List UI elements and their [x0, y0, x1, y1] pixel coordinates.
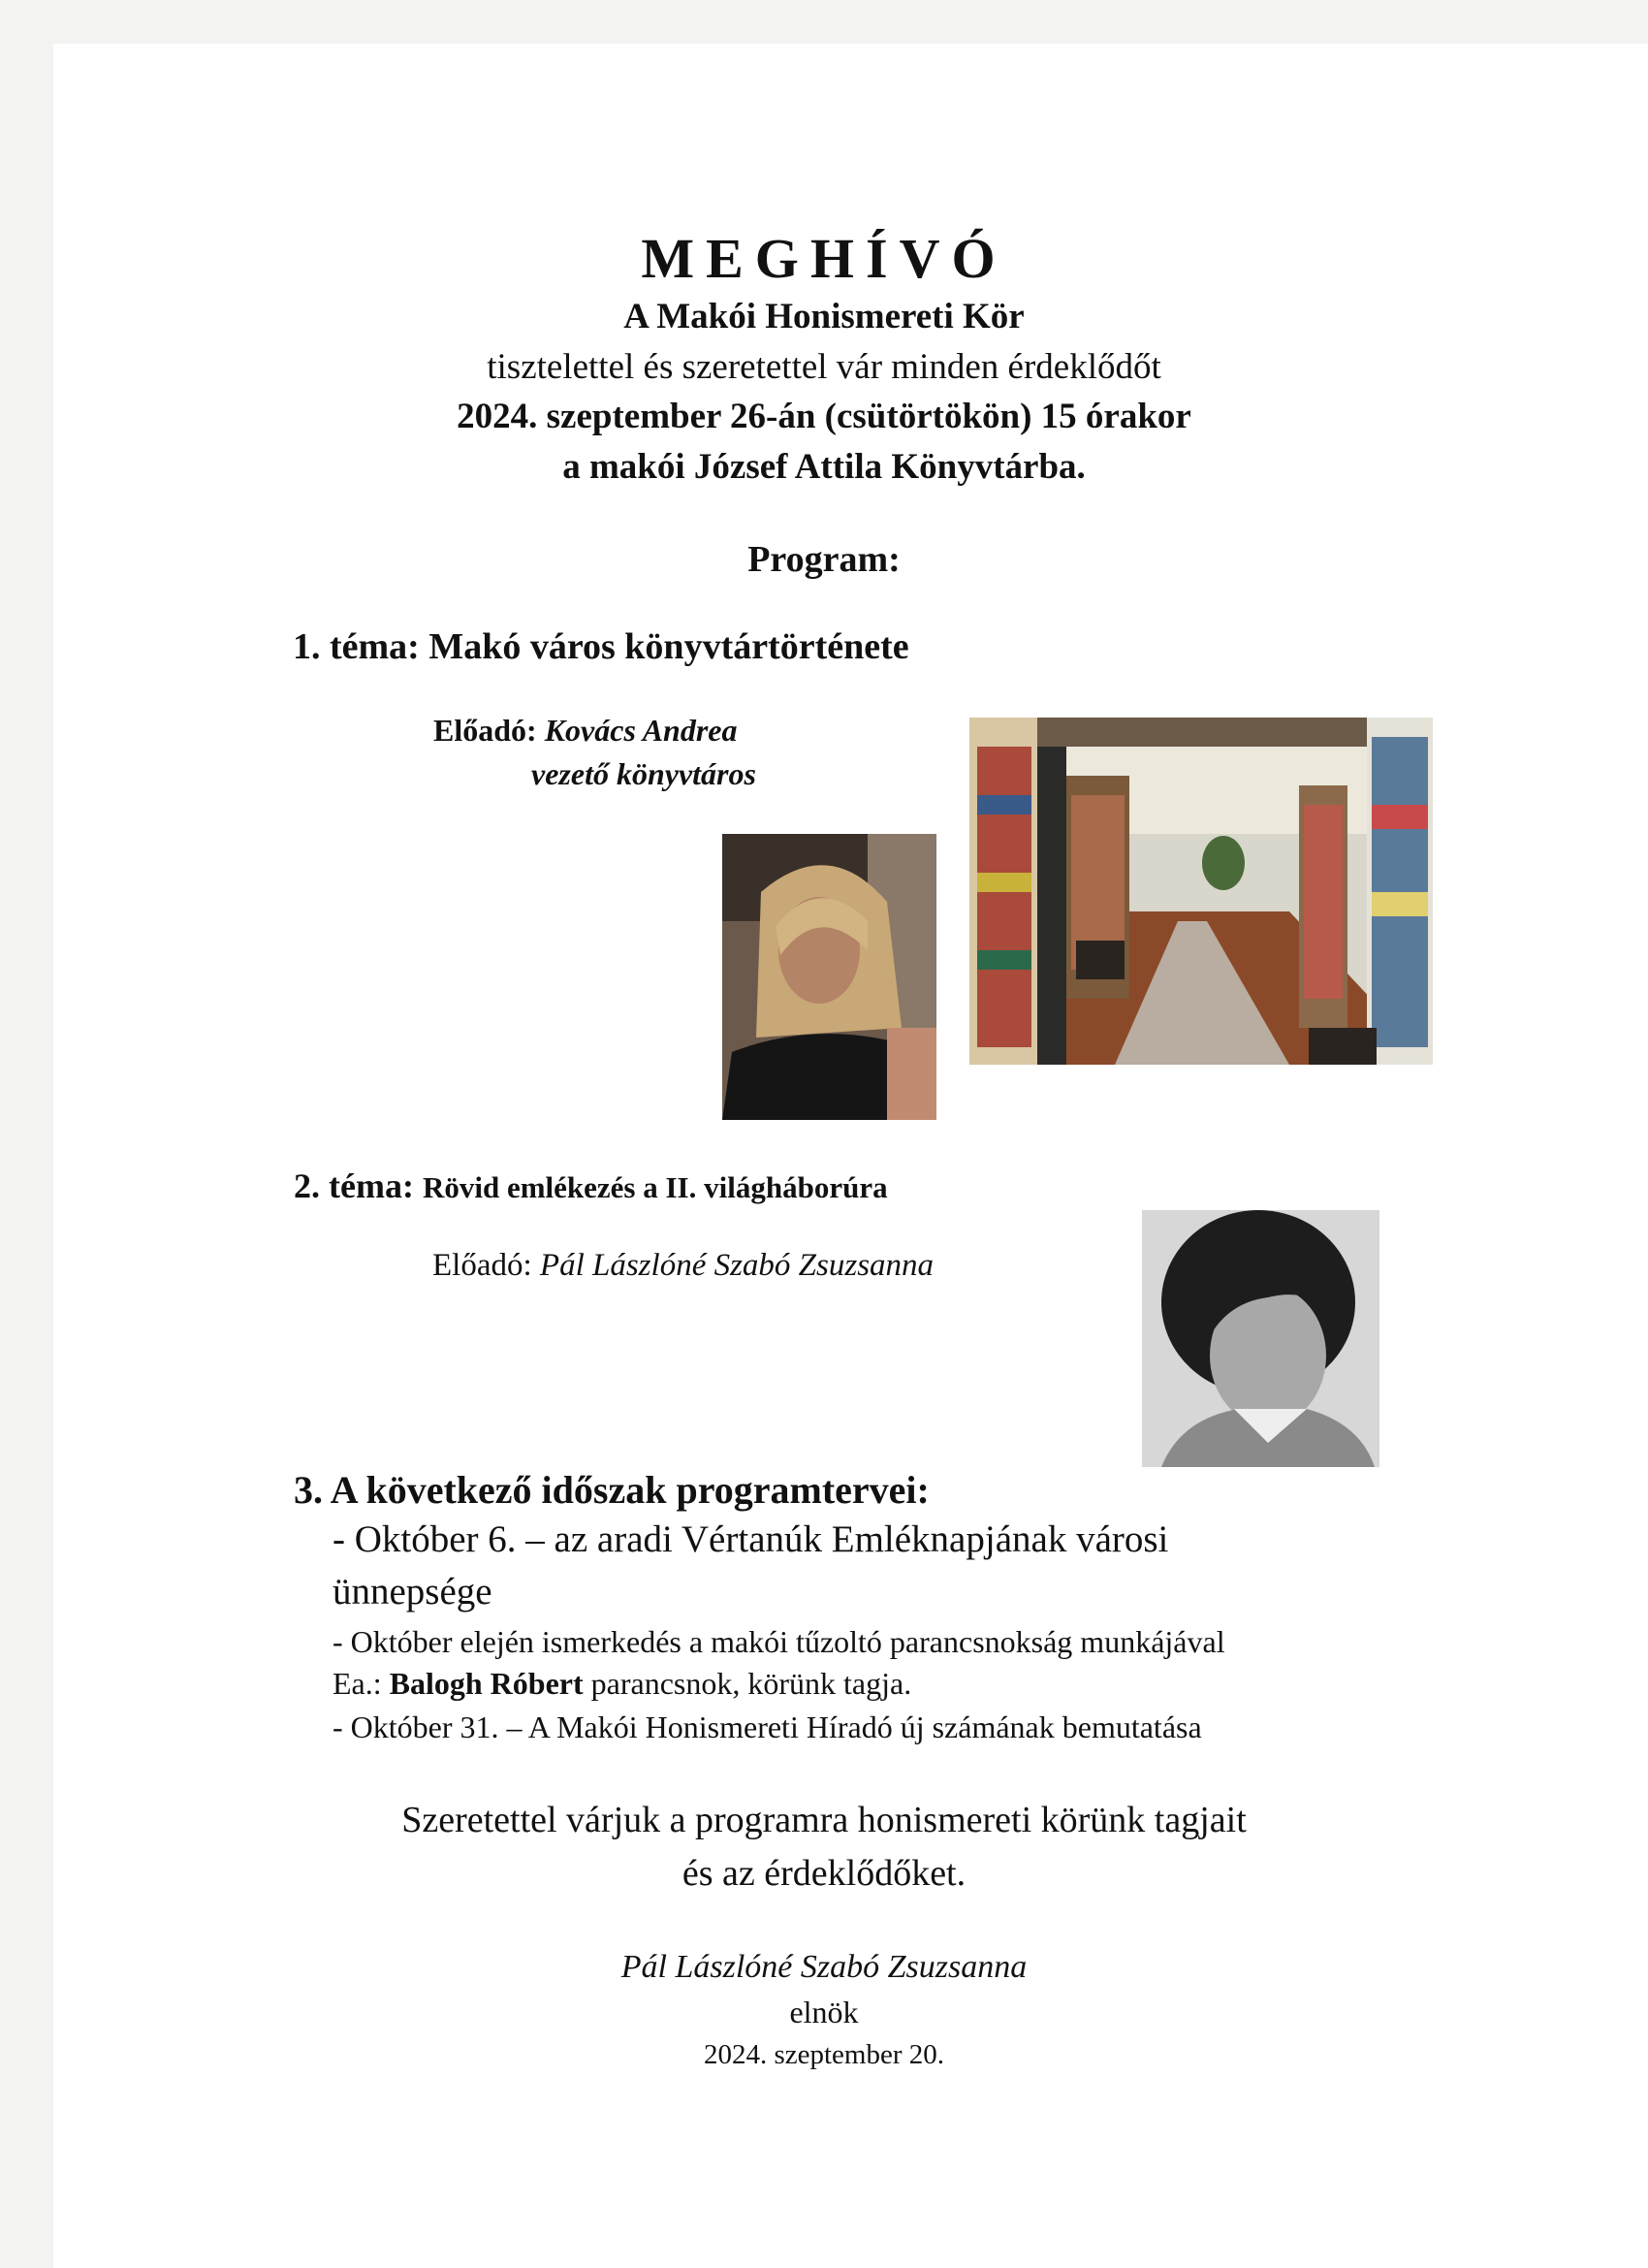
speaker-label: Előadó:	[432, 1248, 540, 1283]
topic1-title: 1. téma: Makó város könyvtártörténete	[293, 626, 909, 667]
speaker-name: Pál Lászlóné Szabó Zsuzsanna	[539, 1248, 935, 1283]
topic2-label: téma:	[329, 1166, 423, 1205]
topic3-item3: - Október 31. – A Makói Honismereti Híradó új számának bemutatása	[333, 1709, 1202, 1744]
speaker2-photo	[1142, 1210, 1379, 1467]
topic1-speaker	[433, 713, 738, 749]
topic3-item2-line1: - Október elején ismerkedés a makói tűzoltó parancsnokság munkájával	[333, 1624, 1225, 1659]
ea-name: Balogh Róbert	[389, 1666, 584, 1701]
invite-line: tisztelettel és szeretettel vár minden érdeklődőt	[487, 347, 1161, 387]
ea-prefix: Ea.:	[333, 1666, 390, 1701]
topic1-speaker-role: vezető könyvtáros	[531, 756, 756, 791]
library-photo	[969, 718, 1433, 1065]
invitation-title: MEGHÍVÓ	[641, 227, 1007, 290]
topic3-item2-line2	[333, 1666, 911, 1702]
program-heading: Program:	[747, 539, 901, 580]
venue-line: a makói József Attila Könyvtárba.	[562, 447, 1086, 487]
topic3-title: 3. A következő időszak programtervei:	[294, 1468, 930, 1512]
topic3-item1-line1: - Október 6. – az aradi Vértanúk Emléknapjának városi	[333, 1518, 1169, 1560]
topic2-speaker	[432, 1248, 934, 1284]
topic2-title	[294, 1166, 888, 1206]
ea-suffix: parancsnok, körünk tagja.	[583, 1666, 912, 1701]
signature-name: Pál Lászlóné Szabó Zsuzsanna	[620, 1949, 1028, 1985]
signature-date: 2024. szeptember 20.	[703, 2039, 945, 2070]
signature-role: elnök	[789, 1995, 859, 2029]
organizer-line: A Makói Honismereti Kör	[623, 297, 1025, 336]
topic2-number: 2.	[294, 1166, 329, 1205]
topic3-item1-line2: ünnepsége	[333, 1571, 492, 1613]
speaker1-photo	[722, 834, 936, 1120]
topic2-text: Rövid emlékezés a II. világháborúra	[422, 1170, 888, 1204]
closing-line1: Szeretettel várjuk a programra honismereti körünk tagjait	[401, 1800, 1247, 1840]
datetime-line: 2024. szeptember 26-án (csütörtökön) 15 órakor	[457, 397, 1191, 436]
speaker-label: Előadó:	[433, 713, 545, 748]
speaker-name: Kovács Andrea	[544, 713, 738, 748]
closing-line2: és az érdeklődőket.	[681, 1853, 967, 1894]
